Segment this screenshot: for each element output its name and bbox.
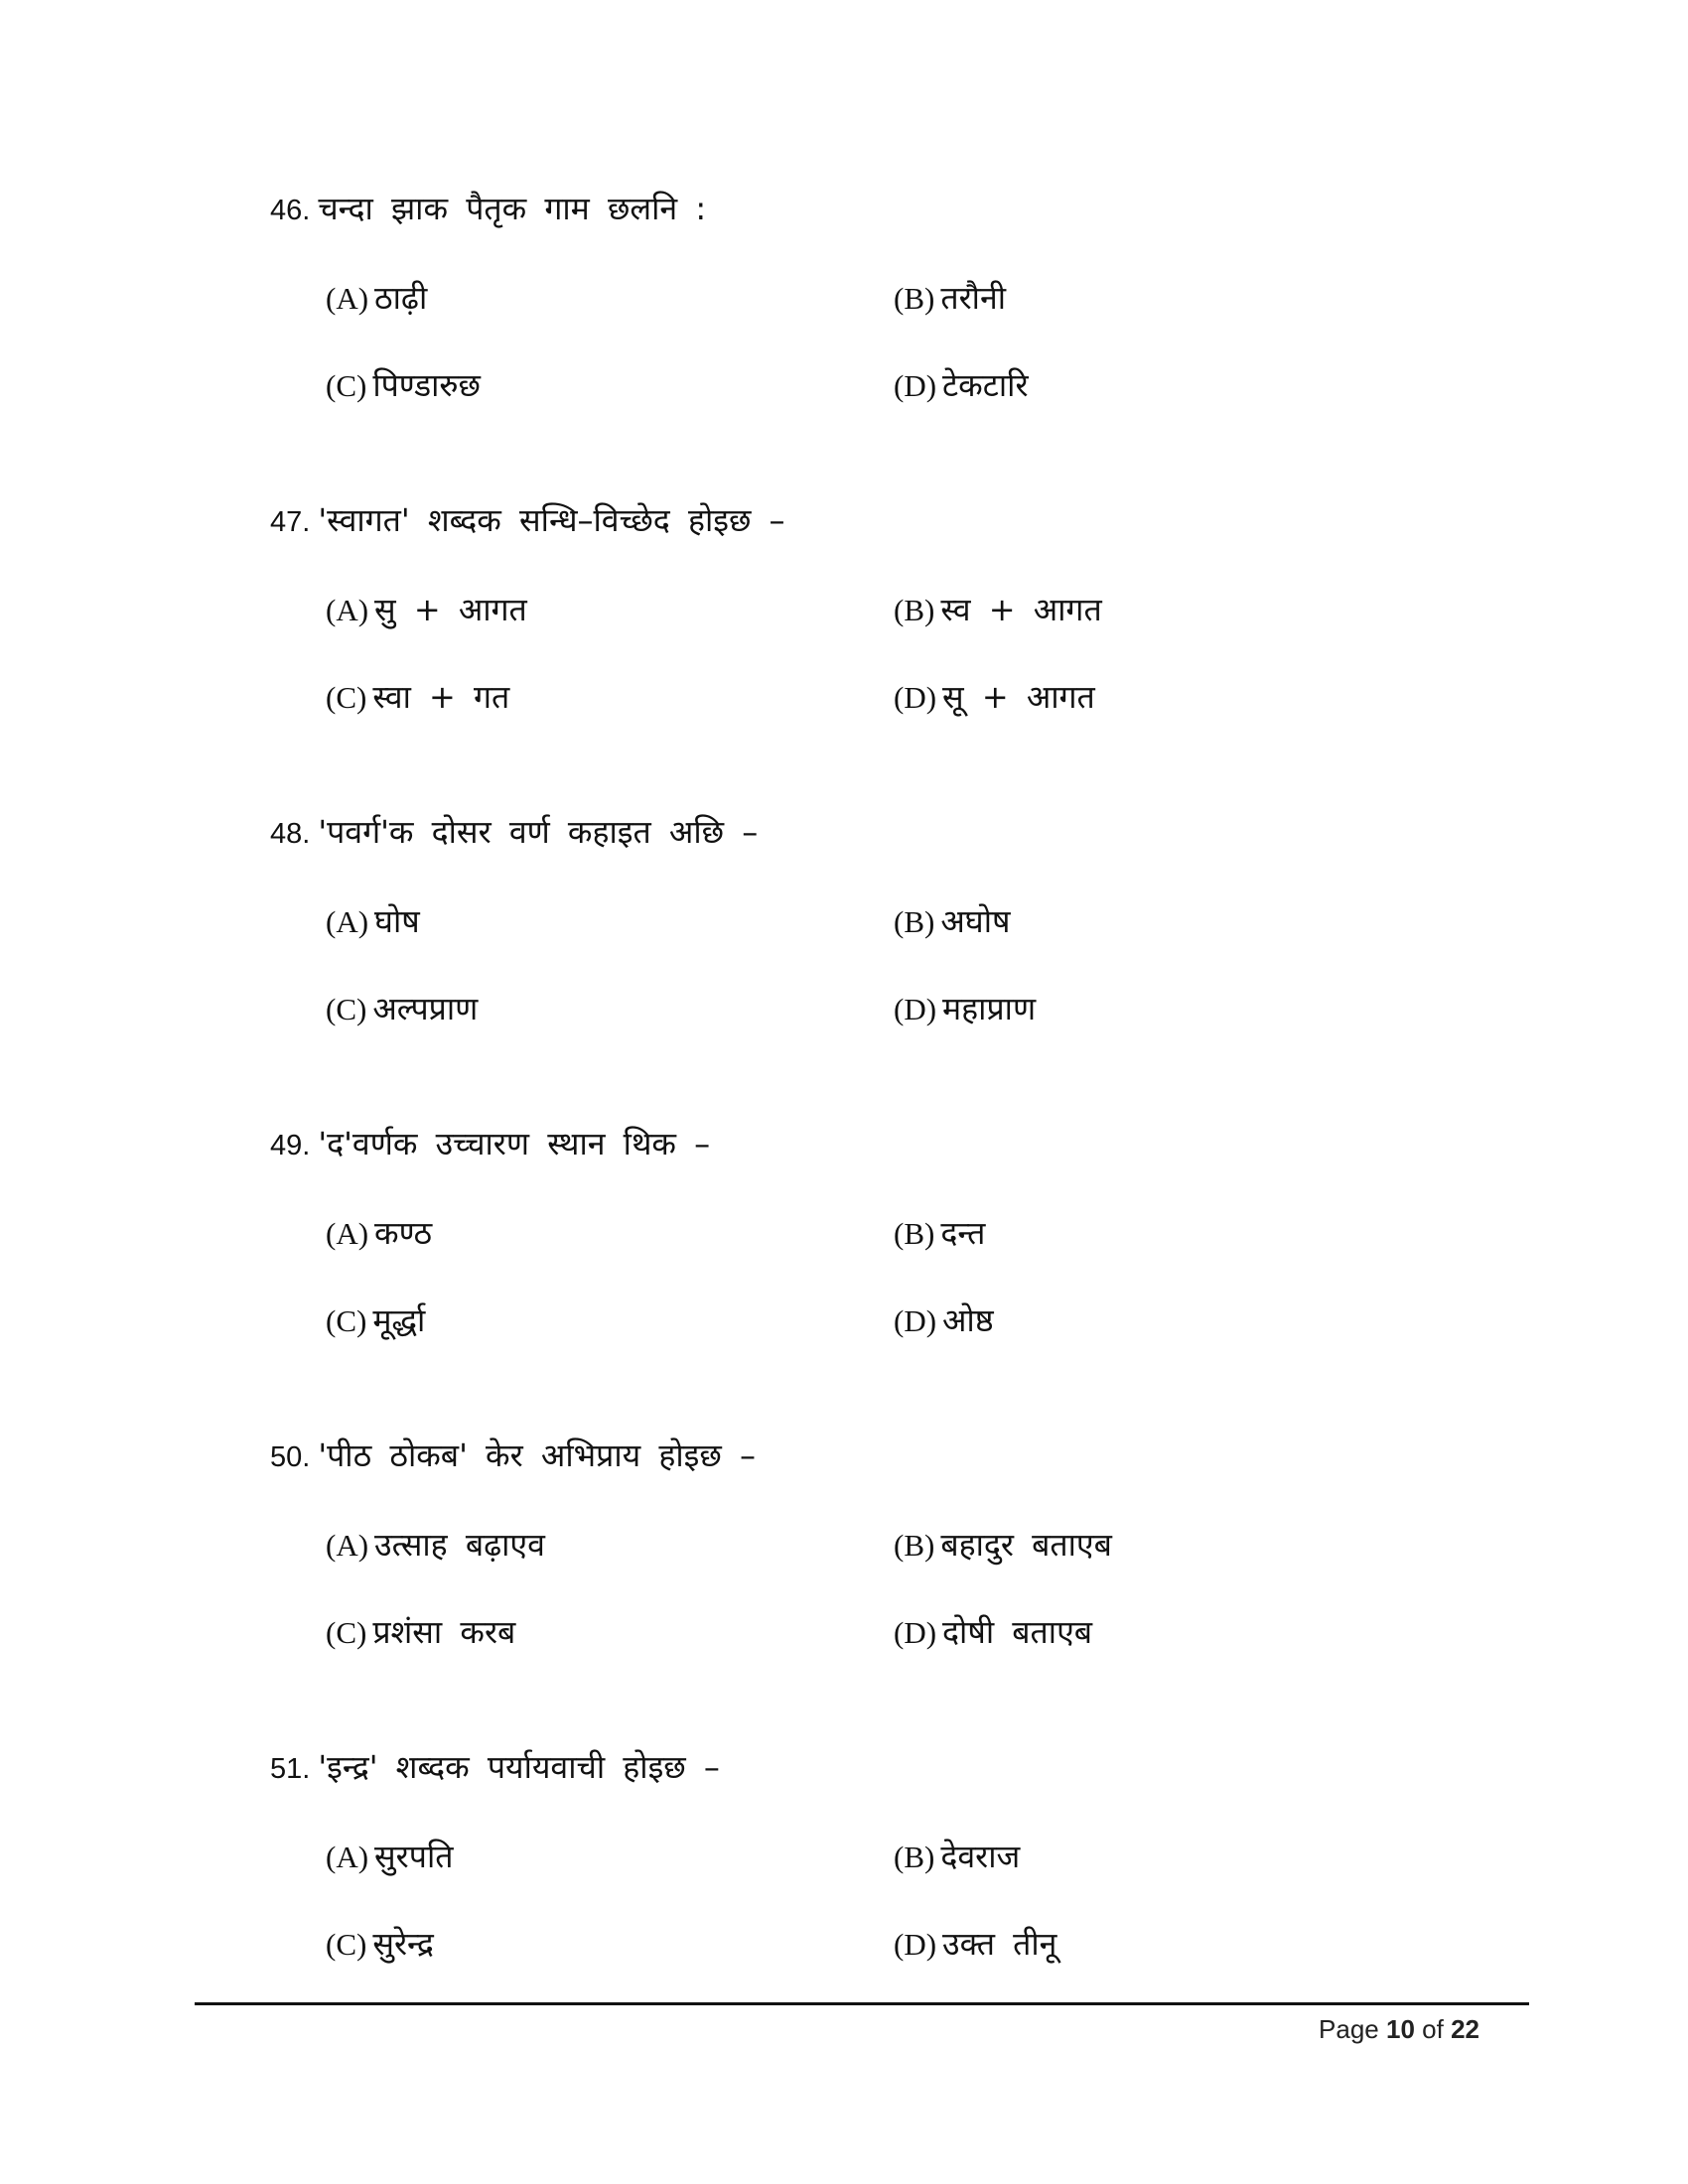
question-stem <box>270 1426 1561 1485</box>
page-prefix: Page <box>1319 2014 1379 2044</box>
option-c <box>326 979 478 1038</box>
option-label: (D) <box>894 680 937 715</box>
option-d <box>894 355 1029 415</box>
option-label: (D) <box>894 992 937 1026</box>
question-number: 48. <box>270 818 311 850</box>
option-c <box>326 1602 515 1662</box>
option-label: (D) <box>894 1615 937 1650</box>
option-text: पिण्डारुछ <box>372 366 481 404</box>
option-text: ठाढ़ी <box>374 279 428 317</box>
option-label: (B) <box>894 1840 935 1874</box>
option-c <box>326 355 481 415</box>
footer-divider <box>195 2002 1529 2005</box>
option-label: (B) <box>894 904 935 939</box>
question-number: 47. <box>270 506 311 538</box>
option-text: महाप्राण <box>942 990 1037 1027</box>
option-b <box>894 1827 1020 1886</box>
option-c <box>326 1291 425 1350</box>
current-page-number: 10 <box>1386 2014 1415 2044</box>
option-text: देवराज <box>940 1838 1021 1875</box>
option-b <box>894 580 1102 639</box>
option-d <box>894 1914 1056 1974</box>
option-d <box>894 1602 1092 1662</box>
option-label: (C) <box>326 992 367 1026</box>
question-text: 'द'वर्णक उच्चारण स्थान थिक – <box>318 1125 711 1162</box>
question-46 <box>270 179 1561 447</box>
option-b <box>894 268 1006 328</box>
option-text: दन्त <box>940 1214 986 1252</box>
option-b <box>894 891 1010 951</box>
question-51 <box>270 1737 1561 2005</box>
page-number <box>1319 2009 1479 2049</box>
question-stem <box>270 179 1561 238</box>
option-text: उक्त तीनू <box>942 1925 1057 1963</box>
question-stem <box>270 490 1561 550</box>
option-label: (A) <box>326 1840 369 1874</box>
answer-options <box>270 1827 1561 2005</box>
option-label: (B) <box>894 281 935 316</box>
option-text: कण्ठ <box>374 1214 433 1252</box>
question-number: 50. <box>270 1441 311 1473</box>
question-stem <box>270 1114 1561 1173</box>
option-a <box>326 891 420 951</box>
option-text: मूर्द्धा <box>372 1301 426 1339</box>
option-label: (C) <box>326 680 367 715</box>
question-text: 'स्वागत' शब्दक सन्धि–विच्छेद होइछ – <box>318 501 785 539</box>
option-b <box>894 1203 985 1263</box>
option-label: (A) <box>326 1216 369 1251</box>
option-d <box>894 979 1036 1038</box>
question-49 <box>270 1114 1561 1382</box>
question-text: 'इन्द्र' शब्दक पर्यायवाची होइछ – <box>318 1748 720 1786</box>
option-a <box>326 580 527 639</box>
option-text: तरौनी <box>940 279 1006 317</box>
option-text: अल्पप्राण <box>372 990 479 1027</box>
question-text: 'पीठ ठोकब' केर अभिप्राय होइछ – <box>318 1436 756 1474</box>
option-text: घोष <box>374 902 420 940</box>
option-label: (C) <box>326 1303 367 1338</box>
question-47 <box>270 490 1561 758</box>
page-of-word: of <box>1422 2014 1444 2044</box>
option-label: (A) <box>326 904 369 939</box>
option-label: (A) <box>326 281 369 316</box>
question-number: 46. <box>270 195 311 226</box>
question-50 <box>270 1426 1561 1694</box>
option-label: (B) <box>894 1528 935 1563</box>
option-label: (D) <box>894 1303 937 1338</box>
option-label: (B) <box>894 1216 935 1251</box>
option-label: (A) <box>326 593 369 627</box>
option-text: सुरपति <box>374 1838 454 1875</box>
question-text: चन्दा झाक पैतृक गाम छलनि : <box>318 190 707 227</box>
option-b <box>894 1515 1112 1574</box>
answer-options <box>270 891 1561 1070</box>
option-text: सुरेन्द्र <box>372 1925 434 1963</box>
option-a <box>326 1827 453 1886</box>
answer-options <box>270 580 1561 758</box>
option-text: दोषी बताएब <box>942 1613 1093 1651</box>
option-label: (C) <box>326 1615 367 1650</box>
question-48 <box>270 802 1561 1070</box>
option-label: (C) <box>326 1927 367 1962</box>
question-text: 'पवर्ग'क दोसर वर्ण कहाइत अछि – <box>318 813 759 851</box>
option-a <box>326 268 427 328</box>
question-stem <box>270 1737 1561 1797</box>
option-text: प्रशंसा करब <box>372 1613 516 1651</box>
option-label: (C) <box>326 368 367 403</box>
answer-options <box>270 1203 1561 1382</box>
option-text: टेकटारि <box>942 366 1029 404</box>
option-d <box>894 667 1095 727</box>
total-pages-number: 22 <box>1451 2014 1479 2044</box>
option-d <box>894 1291 994 1350</box>
question-number: 49. <box>270 1130 311 1161</box>
option-label: (D) <box>894 1927 937 1962</box>
question-number: 51. <box>270 1753 311 1785</box>
option-c <box>326 667 509 727</box>
option-text: स्व + आगत <box>940 591 1102 628</box>
option-text: स्वा + गत <box>372 678 510 716</box>
option-a <box>326 1203 432 1263</box>
option-text: सु + आगत <box>374 591 527 628</box>
option-label: (D) <box>894 368 937 403</box>
option-label: (A) <box>326 1528 369 1563</box>
answer-options <box>270 1515 1561 1694</box>
option-text: ओष्ठ <box>942 1301 994 1339</box>
option-text: उत्साह बढ़ाएव <box>374 1526 545 1564</box>
option-a <box>326 1515 545 1574</box>
option-text: अघोष <box>940 902 1011 940</box>
option-label: (B) <box>894 593 935 627</box>
option-text: बहादुर बताएब <box>940 1526 1112 1564</box>
option-text: सू + आगत <box>942 678 1095 716</box>
question-stem <box>270 802 1561 862</box>
answer-options <box>270 268 1561 447</box>
option-c <box>326 1914 434 1974</box>
